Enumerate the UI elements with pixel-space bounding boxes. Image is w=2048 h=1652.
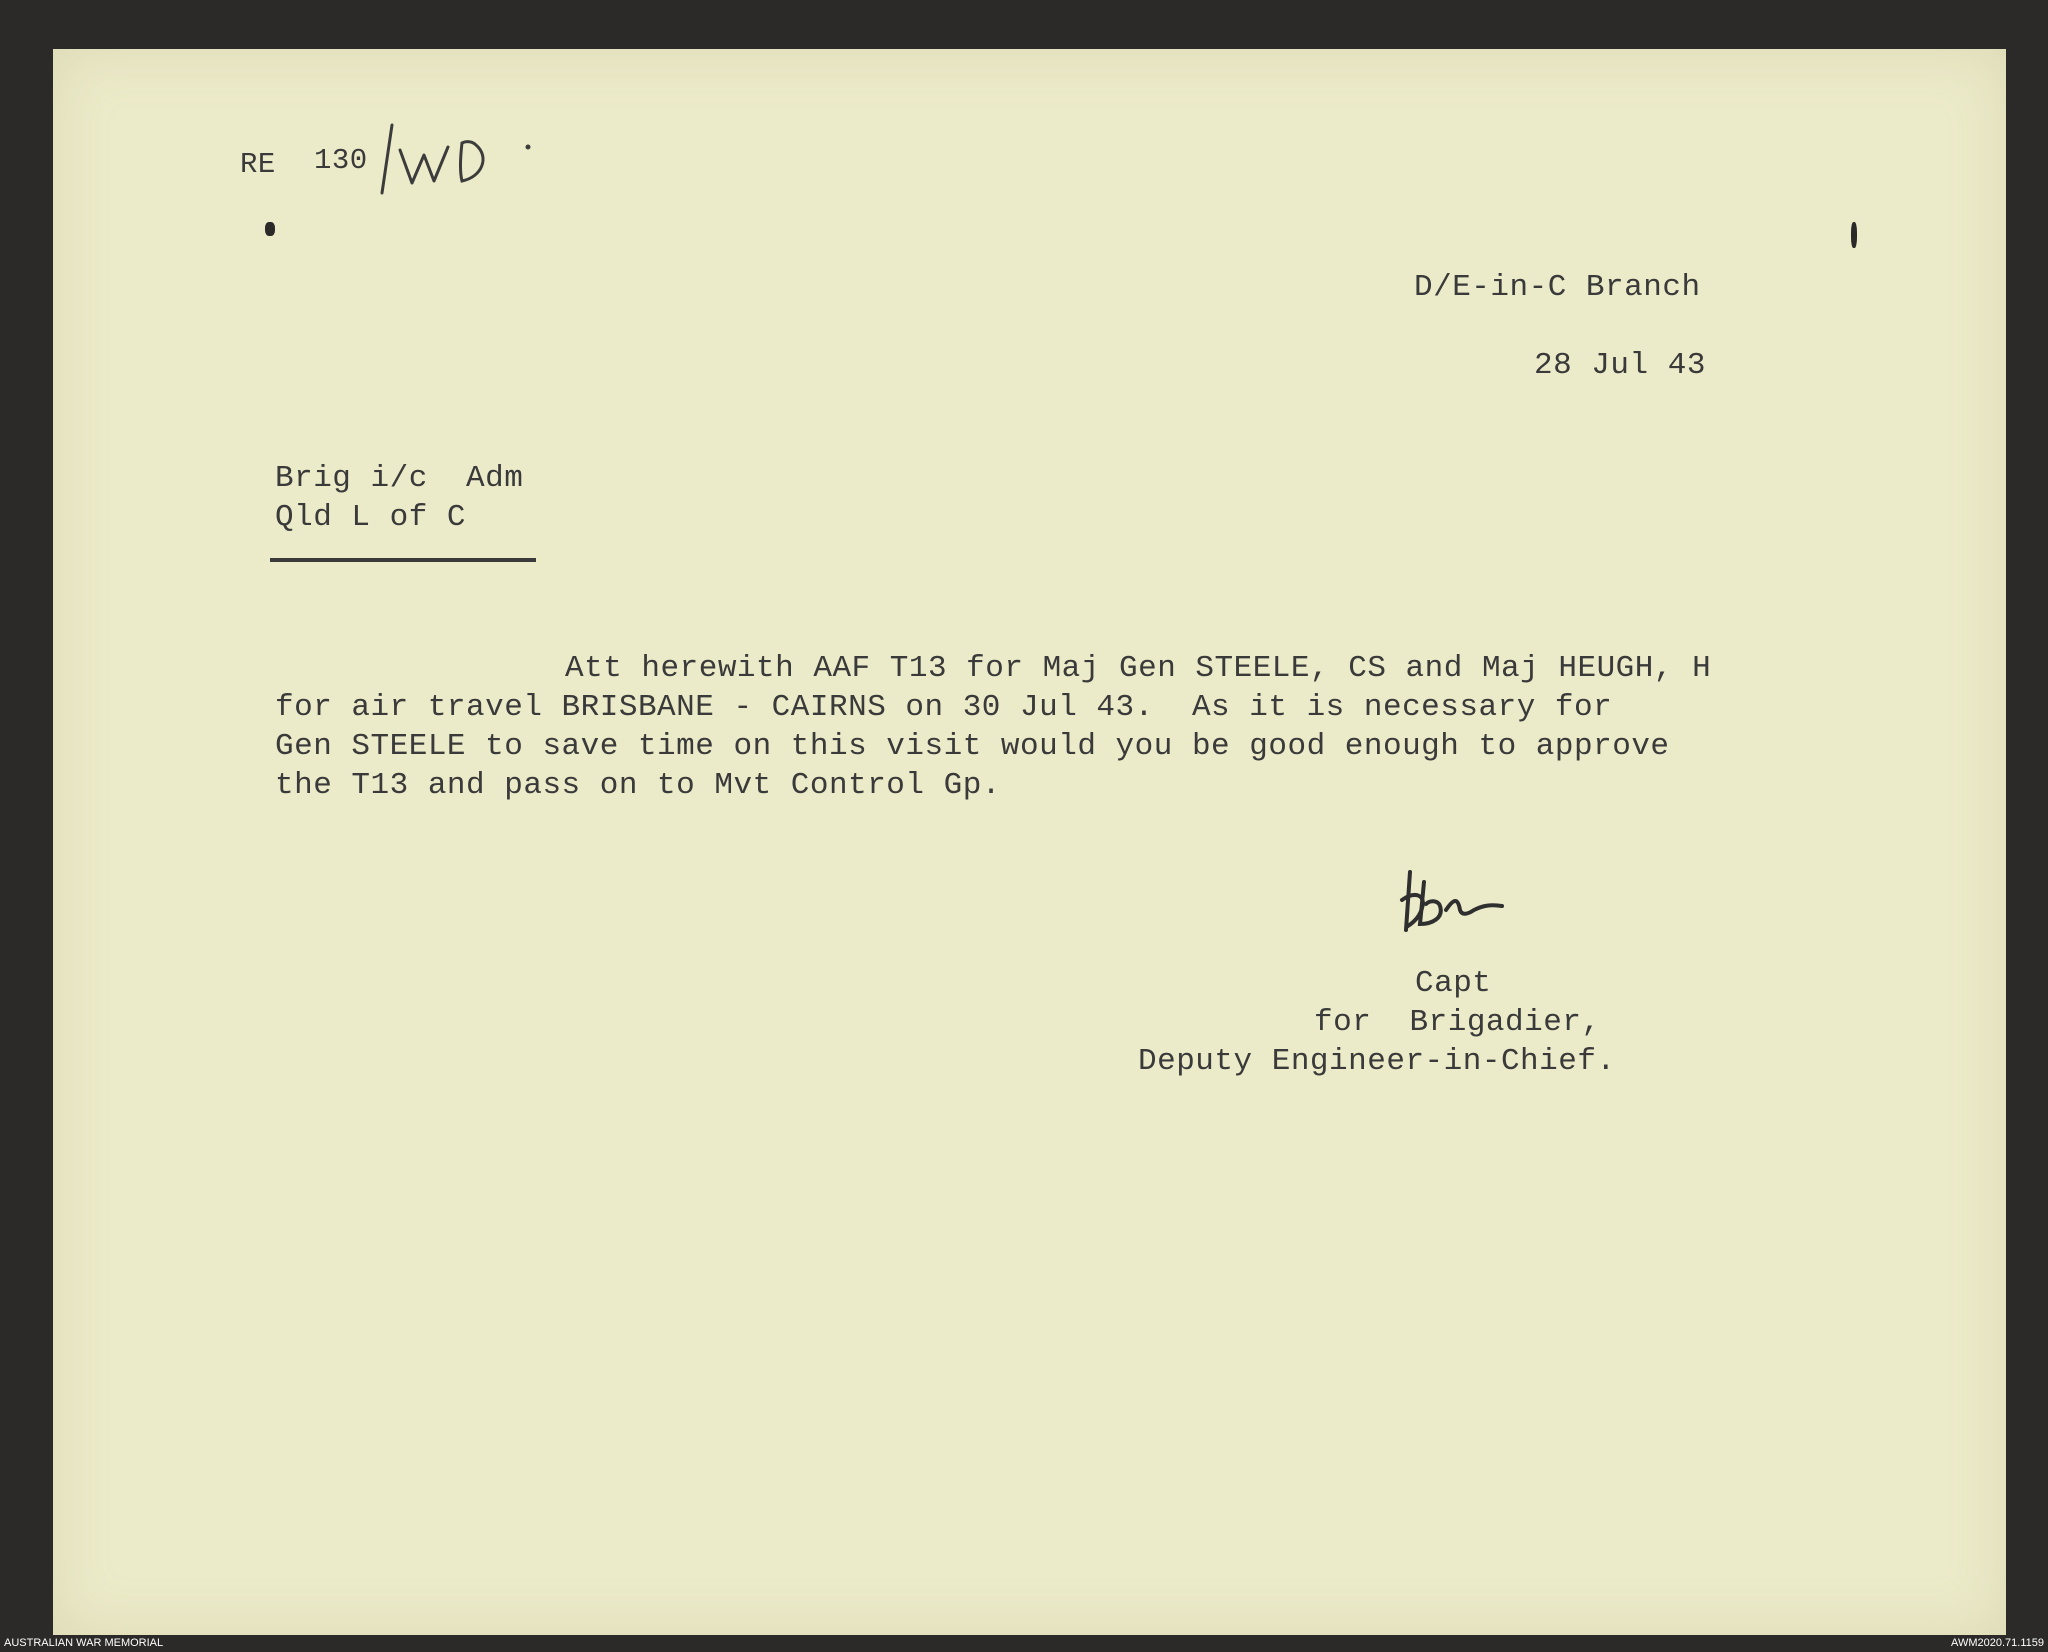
body-line-1: Att herewith AAF T13 for Maj Gen STEELE, CS and Maj HEUGH, H [565, 651, 1712, 686]
addressee-line-2: Qld L of C [275, 500, 467, 535]
archive-credit: AUSTRALIAN WAR MEMORIAL [4, 1637, 164, 1649]
archive-item-id: AWM2020.71.1159 [1951, 1637, 2044, 1649]
signature-for-line: for Brigadier, [1314, 1005, 1601, 1040]
body-line-4: the T13 and pass on to Mvt Control Gp. [275, 768, 1001, 803]
letter-page [53, 49, 2006, 1635]
body-line-2: for air travel BRISBANE - CAIRNS on 30 Jul 43. As it is necessary for [275, 690, 1613, 725]
reference-prefix: RE [240, 148, 276, 181]
signature-title: Deputy Engineer-in-Chief. [1138, 1044, 1616, 1079]
signature-rank: Capt [1415, 966, 1492, 1001]
punch-hole-left [265, 222, 275, 236]
addressee-underline [270, 558, 536, 562]
body-paragraph [275, 653, 1775, 813]
addressee-line-1: Brig i/c Adm [275, 461, 524, 496]
handwritten-annotation [378, 115, 548, 205]
body-line-3: Gen STEELE to save time on this visit would you be good enough to approve [275, 729, 1670, 764]
punch-hole-right [1851, 222, 1857, 248]
branch-name: D/E-in-C Branch [1414, 270, 1701, 305]
signature [1398, 860, 1518, 940]
letter-date: 28 Jul 43 [1534, 348, 1706, 383]
reference-number: 130 [314, 144, 368, 177]
